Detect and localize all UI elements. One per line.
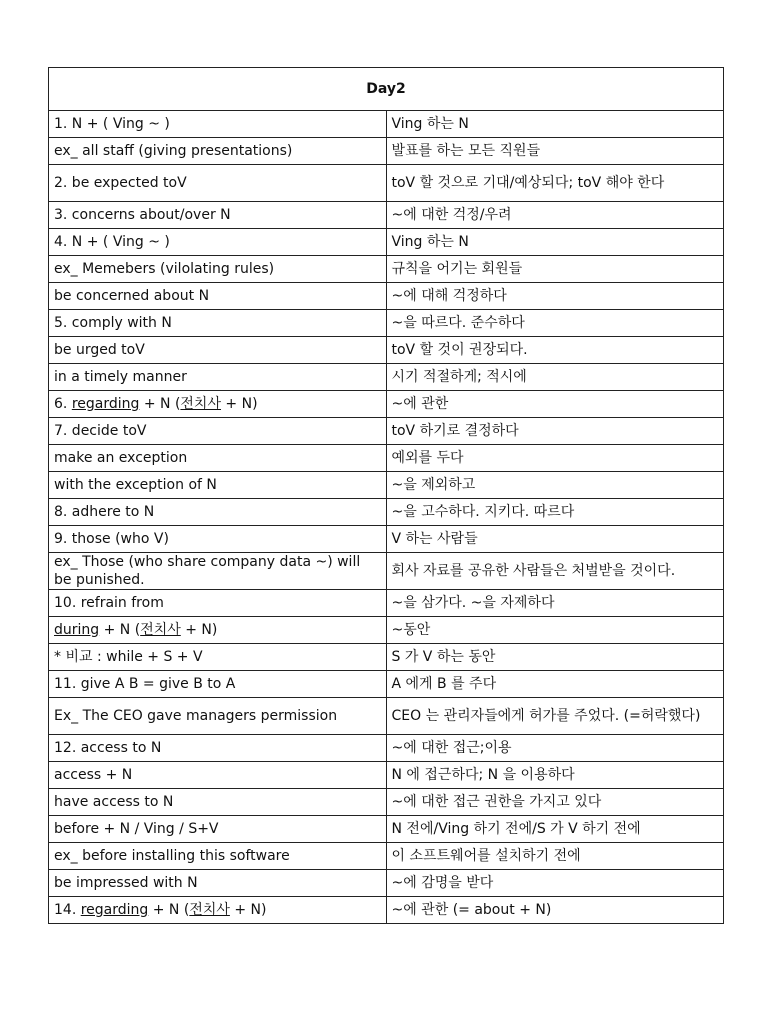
korean-cell: 발표를 하는 모든 직원들 <box>386 138 724 165</box>
english-cell: 8. adhere to N <box>49 499 387 526</box>
english-cell: 4. N + ( Ving ~ ) <box>49 229 387 256</box>
korean-cell: toV 할 것으로 기대/예상되다; toV 해야 한다 <box>386 165 724 202</box>
text-segment: + N) <box>220 396 258 412</box>
korean-cell: 이 소프트웨어를 설치하기 전에 <box>386 843 724 870</box>
english-cell: with the exception of N <box>49 472 387 499</box>
table-row <box>49 111 724 138</box>
underlined-term: regarding <box>80 902 149 918</box>
table-row <box>49 202 724 229</box>
korean-cell: S 가 V 하는 동안 <box>386 644 724 671</box>
table-row <box>49 310 724 337</box>
table-row <box>49 735 724 762</box>
korean-cell: ~을 고수하다. 지키다. 따르다 <box>386 499 724 526</box>
english-cell: * 비교 : while + S + V <box>49 644 387 671</box>
table-row <box>49 897 724 924</box>
table-row <box>49 418 724 445</box>
table-row <box>49 526 724 553</box>
table-row <box>49 789 724 816</box>
english-cell: 1. N + ( Ving ~ ) <box>49 111 387 138</box>
english-cell <box>49 391 387 418</box>
english-cell: before + N / Ving / S+V <box>49 816 387 843</box>
page-title: Day2 <box>49 68 724 111</box>
korean-cell: N 에 접근하다; N 을 이용하다 <box>386 762 724 789</box>
table-row <box>49 617 724 644</box>
table-row <box>49 256 724 283</box>
underlined-term: regarding <box>71 396 140 412</box>
korean-cell: N 전에/Ving 하기 전에/S 가 V 하기 전에 <box>386 816 724 843</box>
table-row <box>49 229 724 256</box>
english-cell: 2. be expected toV <box>49 165 387 202</box>
english-cell <box>49 617 387 644</box>
text-segment: + N ( <box>148 902 190 918</box>
english-cell: 10. refrain from <box>49 590 387 617</box>
table-row <box>49 843 724 870</box>
korean-cell: toV 하기로 결정하다 <box>386 418 724 445</box>
underlined-term: 전치사 <box>180 396 221 412</box>
korean-cell: Ving 하는 N <box>386 229 724 256</box>
english-cell <box>49 897 387 924</box>
table-row <box>49 590 724 617</box>
korean-cell: ~을 제외하고 <box>386 472 724 499</box>
english-cell: in a timely manner <box>49 364 387 391</box>
table-row <box>49 870 724 897</box>
table-row <box>49 472 724 499</box>
underlined-term: 전치사 <box>189 902 230 918</box>
english-cell: 7. decide toV <box>49 418 387 445</box>
korean-cell: Ving 하는 N <box>386 111 724 138</box>
english-cell: have access to N <box>49 789 387 816</box>
vocab-table <box>48 67 724 924</box>
english-cell: ex_ Those (who share company data ~) will be punished. <box>49 553 387 590</box>
korean-cell: 규칙을 어기는 회원들 <box>386 256 724 283</box>
korean-cell: A 에게 B 를 주다 <box>386 671 724 698</box>
english-cell: 3. concerns about/over N <box>49 202 387 229</box>
english-cell: ex_ before installing this software <box>49 843 387 870</box>
table-row <box>49 391 724 418</box>
table-row <box>49 445 724 472</box>
text-segment: + N ( <box>99 622 141 638</box>
korean-cell: ~에 대해 걱정하다 <box>386 283 724 310</box>
english-cell: ex_ Memebers (vilolating rules) <box>49 256 387 283</box>
korean-cell: ~을 따르다. 준수하다 <box>386 310 724 337</box>
english-cell: 5. comply with N <box>49 310 387 337</box>
table-row <box>49 283 724 310</box>
english-cell: 9. those (who V) <box>49 526 387 553</box>
korean-cell: toV 할 것이 권장되다. <box>386 337 724 364</box>
table-row <box>49 499 724 526</box>
table-row <box>49 644 724 671</box>
korean-cell: ~을 삼가다. ~을 자제하다 <box>386 590 724 617</box>
table-row <box>49 553 724 590</box>
table-row <box>49 671 724 698</box>
korean-cell: V 하는 사람들 <box>386 526 724 553</box>
text-segment: + N) <box>180 622 218 638</box>
table-row <box>49 337 724 364</box>
korean-cell: 시기 적절하게; 적시에 <box>386 364 724 391</box>
text-segment: + N) <box>229 902 267 918</box>
text-segment: 6. <box>54 396 72 412</box>
korean-cell: 회사 자료를 공유한 사람들은 처벌받을 것이다. <box>386 553 724 590</box>
english-cell: be impressed with N <box>49 870 387 897</box>
korean-cell: 예외를 두다 <box>386 445 724 472</box>
korean-cell: ~에 대한 접근;이용 <box>386 735 724 762</box>
text-segment: 14. <box>54 902 81 918</box>
table-row <box>49 698 724 735</box>
english-cell: be concerned about N <box>49 283 387 310</box>
korean-cell: ~에 관한 (= about + N) <box>386 897 724 924</box>
english-cell: access + N <box>49 762 387 789</box>
korean-cell: ~에 대한 접근 권한을 가지고 있다 <box>386 789 724 816</box>
table-row <box>49 165 724 202</box>
table-row <box>49 364 724 391</box>
korean-cell: CEO 는 관리자들에게 허가를 주었다. (=허락했다) <box>386 698 724 735</box>
underlined-term: 전치사 <box>140 622 181 638</box>
english-cell: Ex_ The CEO gave managers permission <box>49 698 387 735</box>
english-cell: make an exception <box>49 445 387 472</box>
table-row <box>49 762 724 789</box>
korean-cell: ~동안 <box>386 617 724 644</box>
english-cell: 12. access to N <box>49 735 387 762</box>
korean-cell: ~에 대한 걱정/우려 <box>386 202 724 229</box>
table-row <box>49 138 724 165</box>
english-cell: ex_ all staff (giving presentations) <box>49 138 387 165</box>
underlined-term: during <box>54 622 100 638</box>
english-cell: 11. give A B = give B to A <box>49 671 387 698</box>
english-cell: be urged toV <box>49 337 387 364</box>
text-segment: + N ( <box>139 396 181 412</box>
korean-cell: ~에 관한 <box>386 391 724 418</box>
korean-cell: ~에 감명을 받다 <box>386 870 724 897</box>
table-row <box>49 816 724 843</box>
